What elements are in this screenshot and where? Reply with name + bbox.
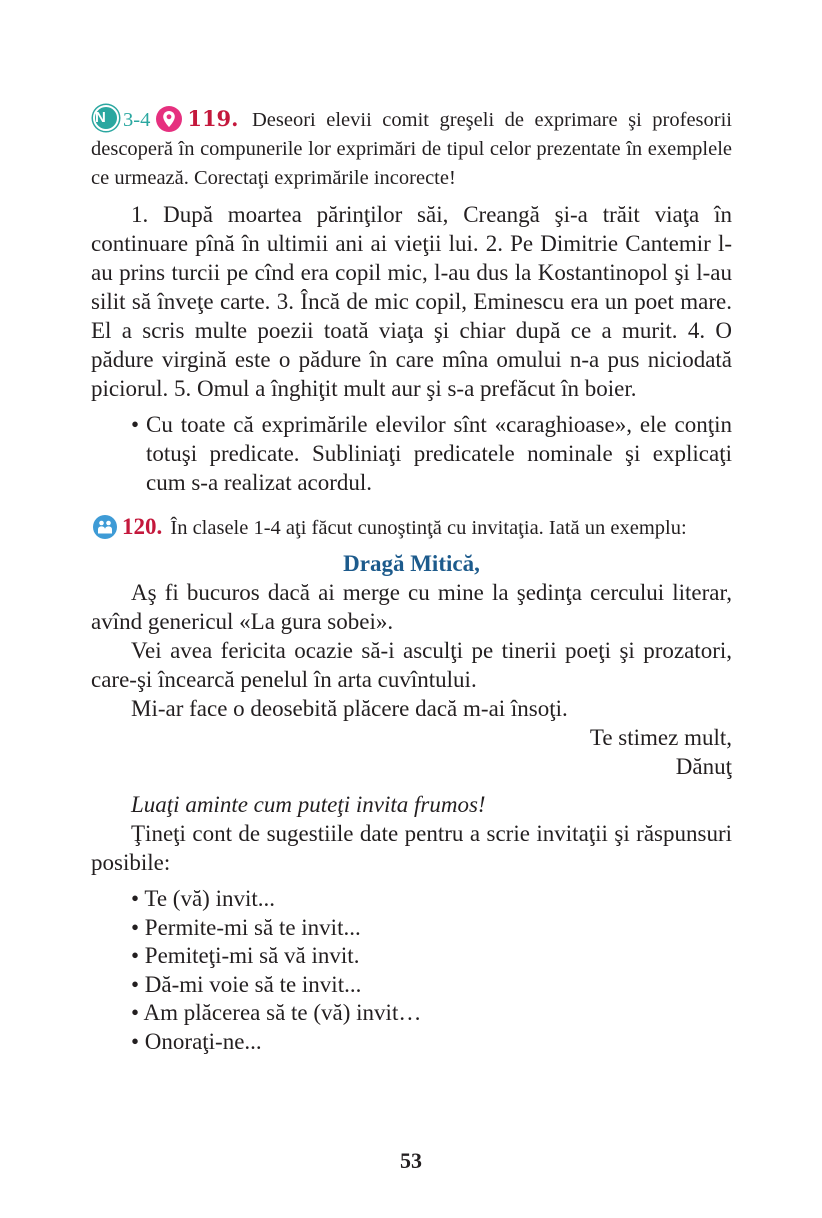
- exercise-number-119: 119.: [187, 106, 239, 131]
- level-n-icon: N: [93, 105, 119, 131]
- letter-paragraph: Mi-ar face o deosebită plăcere dacă m-ai însoţi.: [131, 696, 568, 721]
- invitation-instruction: Ţineţi cont de sugestiile date pentru a scrie invitaţii şi răspunsuri posibile:: [91, 821, 732, 875]
- exercise-119-intro-text: Deseori elevii comit greşeli de exprimare şi profesorii descoperă în compunerile lor exprimări de tipul celor prezentate în exemplele ce urmează. Corectaţi exprimările incorecte!: [91, 109, 732, 189]
- exercise-119-examples: 1. După moartea părinţilor săi, Creangă şi-a trăit viaţa în continuare pînă în ultimii ani ai vieţii lui. 2. Pe Dimitrie Cantemir l-au prins turcii pe cînd era copil mic, l-au dus la Kostantinopol şi l-au silit să înveţe carte. 3. Încă de mic copil, Eminescu era un poet mare. El a scris multe poezii toată viaţa şi chiar după ce a murit. 4. O pădure virgină este o pădure în care mîna omului n-a pus niciodată piciorul. 5. Omul a înghiţit mult aur şi s-a prefăcut în boier.: [91, 202, 732, 401]
- list-item: • Permite-mi să te invit...: [131, 914, 361, 940]
- level-range: 3-4: [123, 109, 151, 131]
- list-item: • Te (vă) invit...: [131, 886, 275, 911]
- list-item: • Dă-mi voie să te invit...: [131, 971, 362, 997]
- bullet-icon: •: [131, 412, 140, 437]
- exercise-119-task: [91, 410, 732, 497]
- letter-paragraph: Vei avea fericita ocazie să-i asculţi pe tinerii poeţi şi prozatori, care-şi încearcă penelul în arta cuvîntului.: [91, 638, 732, 692]
- list-item: • Am plăcerea să te (vă) invit…: [131, 1000, 422, 1025]
- invitation-note: Luaţi aminte cum puteţi invita frumos!: [131, 792, 486, 817]
- letter-closing: Te stimez mult,: [589, 725, 732, 750]
- group-work-icon: [93, 515, 117, 539]
- exercise-120-intro-text: În clasele 1-4 aţi făcut cunoştinţă cu invitaţia. Iată un exemplu:: [170, 517, 687, 539]
- exercise-number-120: 120.: [122, 514, 163, 539]
- page-content: [91, 104, 732, 1056]
- letter-paragraph: Aş fi bucuros dacă ai merge cu mine la şedinţa cercului literar, avînd genericul «La gura sobei».: [91, 580, 732, 634]
- exercise-119-task-text: Cu toate că exprimările elevilor sînt «caraghioase», ele conţin totuşi predicate. Subliniaţi predicatele nominale şi explicaţi cum s-a realizat acordul.: [146, 412, 732, 495]
- list-item: • Onoraţi-ne...: [131, 1028, 262, 1054]
- location-pin-icon: [156, 106, 182, 132]
- exercise-120-intro: [91, 512, 732, 543]
- letter-salutation: Dragă Mitică,: [343, 551, 480, 576]
- exercise-119-intro: [91, 104, 732, 193]
- page-number: 53: [400, 1148, 422, 1173]
- suggestion-list: [91, 885, 732, 1056]
- list-item: • Pemiteţi-mi să vă invit.: [131, 943, 360, 968]
- letter-signature: Dănuţ: [675, 754, 732, 779]
